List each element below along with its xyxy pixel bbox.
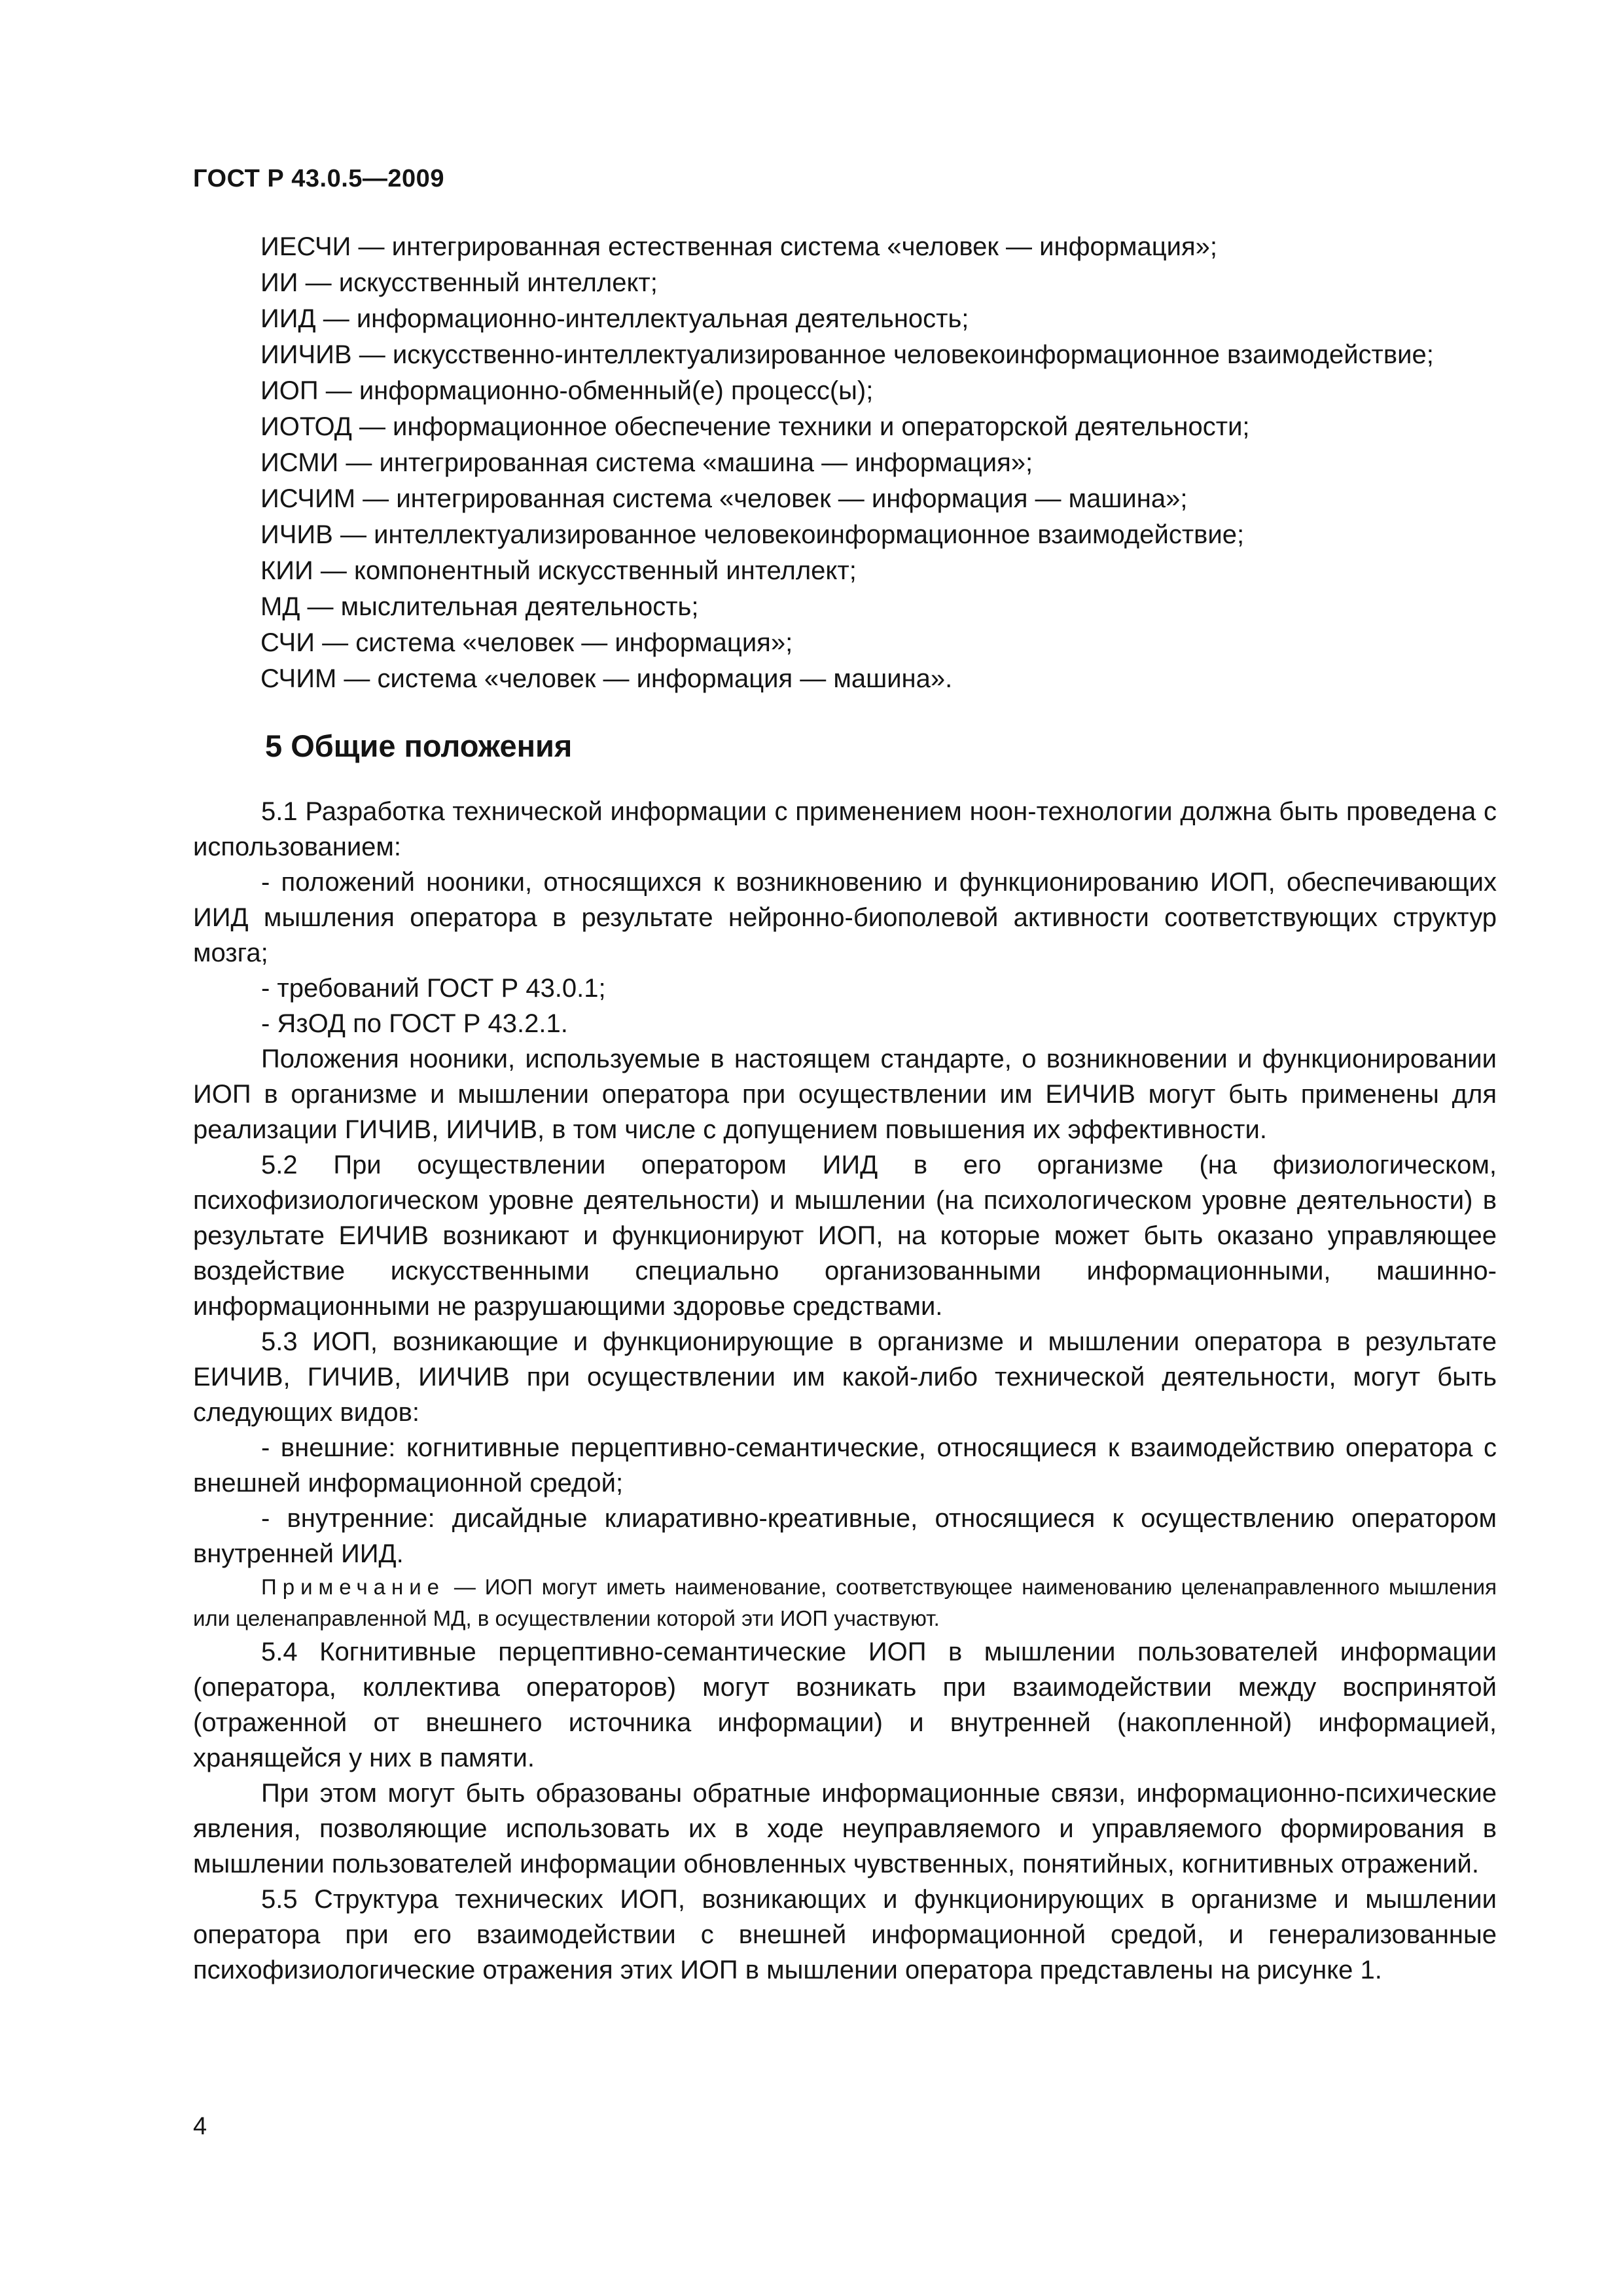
paragraph-5-2: 5.2 При осуществлении оператором ИИД в его организме (на физиологическом, психофизиологическом уровне деятельности) и мышлении (на психологическом уровне деятельности) в результате ЕИЧИВ возникают и функционируют ИОП, на которые может быть оказано управляющее воздействие искусственными специально организованными информационными, машинно-информационными не разрушающими здоровье средствами.: [193, 1151, 1497, 1321]
paragraph-5-1: 5.1 Разработка технической информации с применением ноон-технологии должна быть проведена с использованием:: [193, 797, 1497, 861]
note-text: — ИОП могут иметь наименование, соответствующее наименованию целенаправленного мышления или целенаправленной МД, в осуществлении которой эти ИОП участвуют.: [193, 1575, 1497, 1630]
list-item: - внешние: когнитивные перцептивно-семантические, относящиеся к взаимодействию оператора с внешней информационной средой;: [193, 1433, 1497, 1498]
abbreviation-item: ИЕСЧИ — интегрированная естественная система «человек — информация»;: [260, 232, 1218, 261]
abbreviation-item: СЧИ — система «человек — информация»;: [260, 628, 793, 657]
note-label: Примечание: [261, 1575, 446, 1599]
abbreviation-list: [260, 229, 1504, 697]
paragraph-5-1-tail: Положения нооники, используемые в настоящем стандарте, о возникновении и функционировании ИОП в организме и мышлении оператора при осуществлении им ЕИЧИВ могут быть применены для реализации ГИЧИВ, ИИЧИВ, в том числе с допущением повышения их эффективности.: [193, 1045, 1497, 1144]
paragraph-5-3: 5.3 ИОП, возникающие и функционирующие в организме и мышлении оператора в результате ЕИЧИВ, ГИЧИВ, ИИЧИВ при осуществлении им какой-либо технической деятельности, могут быть следующих видов:: [193, 1327, 1497, 1427]
abbreviation-item: ИИ — искусственный интеллект;: [260, 268, 658, 297]
document-header: ГОСТ Р 43.0.5—2009: [193, 165, 444, 192]
paragraph-5-4: 5.4 Когнитивные перцептивно-семантические ИОП в мышлении пользователей информации (оператора, коллектива операторов) могут возникать при взаимодействии между воспринятой (отраженной от внешнего источника информации) и внутренней (накопленной) информацией, хранящейся у них в памяти.: [193, 1638, 1497, 1772]
abbreviation-item: СЧИМ — система «человек — информация — машина».: [260, 664, 953, 693]
list-item: - требований ГОСТ Р 43.0.1;: [261, 974, 606, 1003]
abbreviation-item: ИСЧИМ — интегрированная система «человек — информация — машина»;: [260, 484, 1188, 513]
abbreviation-item: ИОТОД — информационное обеспечение техники и операторской деятельности;: [260, 412, 1250, 441]
list-item: - положений нооники, относящихся к возникновению и функционированию ИОП, обеспечивающих ИИД мышления оператора в результате нейронно-биополевой активности соответствующих структур мозга;: [193, 868, 1497, 967]
abbreviation-item: КИИ — компонентный искусственный интеллект;: [260, 556, 857, 585]
paragraph-5-4-tail: При этом могут быть образованы обратные информационные связи, информационно-психические явления, позволяющие использовать их в ходе неуправляемого и управляемого формирования в мышлении пользователей информации обновленных чувственных, понятийных, когнитивных отражений.: [193, 1779, 1497, 1878]
page-number: 4: [193, 2113, 207, 2140]
abbreviation-item: ИОП — информационно-обменный(е) процесс(ы);: [260, 376, 874, 405]
abbreviation-item: ИИД — информационно-интеллектуальная деятельность;: [260, 304, 969, 333]
list-item: - внутренние: дисайдные клиаративно-креативные, относящиеся к осуществлению оператором внутренней ИИД.: [193, 1504, 1497, 1568]
section-title: 5 Общие положения: [265, 728, 573, 763]
section-body: [193, 794, 1497, 1988]
paragraph-5-5: 5.5 Структура технических ИОП, возникающих и функционирующих в организме и мышлении оператора при его взаимодействии с внешней информационной средой, и генерализованные психофизиологические отражения этих ИОП в мышлении оператора представлены на рисунке 1.: [193, 1885, 1497, 1984]
note: [193, 1571, 1497, 1634]
abbreviation-item: ИЧИВ — интеллектуализированное человекоинформационное взаимодействие;: [260, 520, 1245, 549]
abbreviation-item: ИИЧИВ — искусственно-интеллектуализированное человекоинформационное взаимодействие;: [260, 340, 1434, 369]
abbreviation-item: ИСМИ — интегрированная система «машина — информация»;: [260, 448, 1033, 477]
list-item: - ЯзОД по ГОСТ Р 43.2.1.: [261, 1009, 568, 1038]
abbreviation-item: МД — мыслительная деятельность;: [260, 592, 699, 621]
